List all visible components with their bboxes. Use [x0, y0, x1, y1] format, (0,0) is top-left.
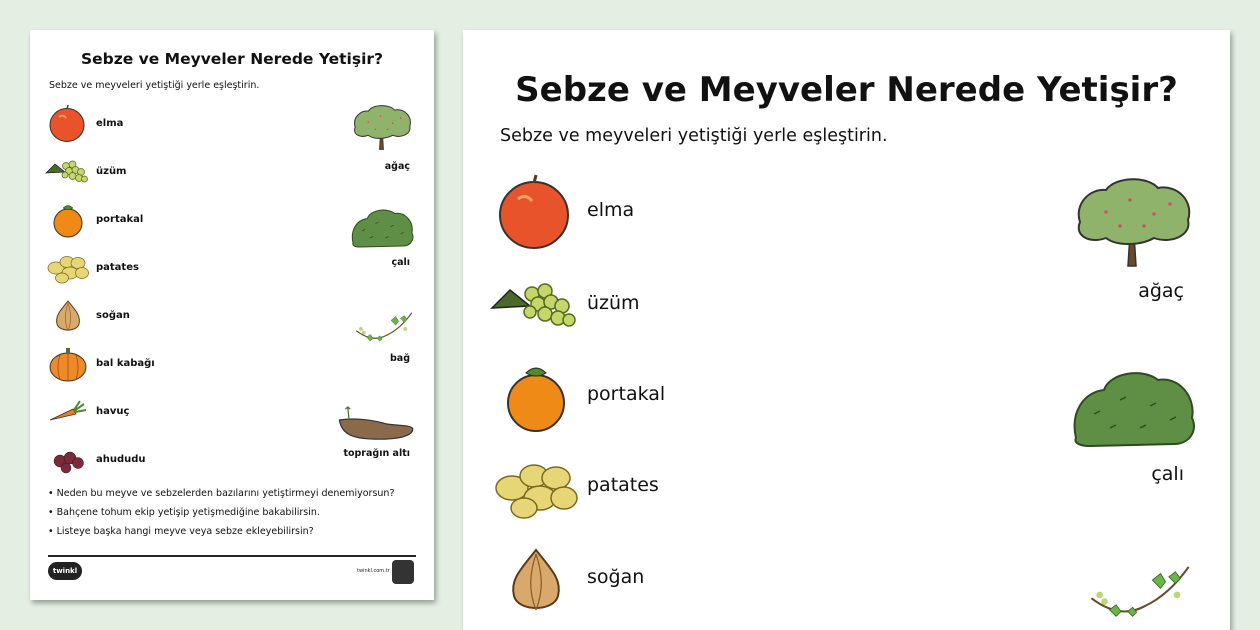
place-tree	[336, 103, 416, 172]
tree-icon	[350, 103, 416, 151]
produce-item-apple	[45, 103, 245, 145]
soil-icon	[336, 402, 416, 444]
place-label: ağaç	[1138, 280, 1184, 302]
produce-item-orange	[490, 357, 790, 437]
produce-label: ahududu	[96, 454, 146, 465]
place-label: bağ	[389, 353, 410, 364]
produce-item-potato	[45, 247, 245, 289]
orange-icon	[490, 357, 582, 437]
place-tree	[1050, 174, 1200, 302]
produce-label: üzüm	[96, 166, 127, 177]
place-bush	[336, 205, 416, 268]
tree-icon	[1070, 174, 1200, 269]
pumpkin-icon	[45, 343, 91, 385]
worksheet-enlarged	[463, 30, 1230, 630]
place-label: çalı	[1151, 463, 1184, 485]
produce-item-potato	[490, 448, 790, 528]
produce-item-onion	[45, 295, 245, 337]
produce-item-raspberry	[45, 439, 245, 481]
carrot-icon	[45, 391, 91, 433]
produce-label: portakal	[587, 383, 666, 405]
grapes-icon	[490, 266, 582, 346]
place-bush	[1050, 366, 1200, 485]
potato-icon	[490, 448, 582, 528]
produce-item-apple	[490, 173, 790, 253]
bush-icon	[1070, 366, 1200, 451]
question-3: • Listeye başka hangi meyve veya sebze ekleyebilirsin?	[48, 526, 314, 537]
place-vine	[1050, 562, 1200, 630]
place-label: ağaç	[384, 161, 410, 172]
worksheet-title: Sebze ve Meyveler Nerede Yetişir?	[80, 50, 384, 68]
produce-label: havuç	[96, 406, 130, 417]
produce-item-grapes	[45, 151, 245, 193]
produce-label: patates	[96, 262, 139, 273]
orange-icon	[45, 199, 91, 241]
place-vine	[336, 310, 416, 364]
badge-icon	[392, 560, 414, 584]
produce-label: soğan	[96, 310, 130, 321]
produce-item-orange	[45, 199, 245, 241]
produce-label: elma	[96, 118, 124, 129]
vine-icon	[352, 310, 416, 350]
raspberry-icon	[45, 439, 91, 481]
worksheet-instruction: Sebze ve meyveleri yetiştiği yerle eşleştirin.	[49, 80, 260, 91]
place-label: toprağın altı	[343, 448, 410, 459]
place-label: çalı	[391, 257, 410, 268]
place-soil	[336, 402, 416, 459]
produce-item-onion	[490, 540, 790, 620]
question-1: • Neden bu meyve ve sebzelerden bazılarını yetiştirmeyi denemiyorsun?	[48, 488, 395, 499]
produce-item-carrot	[45, 391, 245, 433]
footer-divider	[48, 555, 416, 557]
produce-label: patates	[587, 474, 659, 496]
produce-label: portakal	[96, 214, 144, 225]
potato-icon	[45, 247, 91, 289]
apple-icon	[490, 173, 582, 253]
produce-item-grapes	[490, 266, 790, 346]
footer-site: twinkl.com.tr	[357, 568, 390, 574]
bush-icon	[350, 205, 416, 251]
worksheet-title: Sebze ve Meyveler Nerede Yetişir?	[515, 70, 1178, 110]
produce-label: soğan	[587, 566, 645, 588]
brand-logo: twinkl	[48, 562, 82, 580]
produce-label: üzüm	[587, 292, 640, 314]
question-2: • Bahçene tohum ekip yetişip yetişmediğine bakabilirsin.	[48, 507, 320, 518]
worksheet-thumbnail	[30, 30, 434, 600]
onion-icon	[45, 295, 91, 337]
produce-item-pumpkin	[45, 343, 245, 385]
produce-label: elma	[587, 199, 635, 221]
onion-icon	[490, 540, 582, 620]
worksheet-instruction: Sebze ve meyveleri yetiştiği yerle eşleştirin.	[500, 126, 888, 146]
apple-icon	[45, 103, 91, 145]
vine-icon	[1080, 562, 1200, 630]
produce-label: bal kabağı	[96, 358, 155, 369]
grapes-icon	[45, 151, 91, 193]
